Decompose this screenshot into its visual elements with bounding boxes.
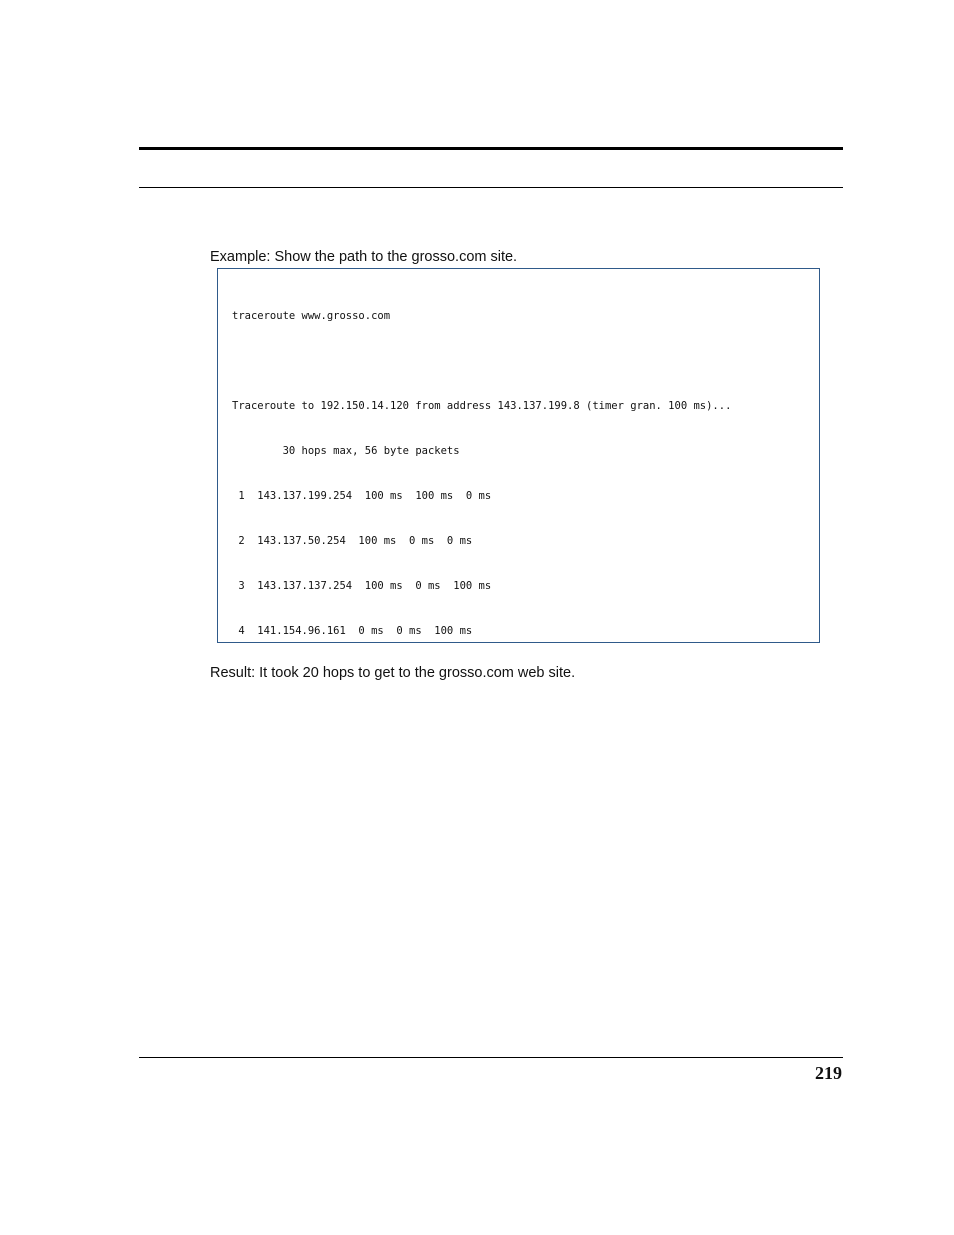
footer-rule: [139, 1057, 843, 1058]
code-box: [217, 268, 820, 643]
code-line: 4 141.154.96.161 0 ms 0 ms 100 ms: [232, 625, 473, 637]
code-line: [232, 354, 731, 369]
code-line: 3 143.137.137.254 100 ms 0 ms 100 ms: [232, 580, 492, 592]
result-paragraph: Result: It took 20 hops to get to the grosso.com web site.: [210, 665, 576, 681]
example-paragraph: Example: Show the path to the grosso.com site.: [210, 249, 518, 265]
code-line: 30 hops max, 56 byte packets: [232, 445, 460, 457]
code-line: traceroute www.grosso.com: [232, 310, 391, 322]
code-block: [232, 279, 731, 643]
code-line: 1 143.137.199.254 100 ms 100 ms 0 ms: [232, 490, 492, 502]
page-number: 219: [815, 1063, 842, 1083]
header-rule-thin: [139, 187, 843, 188]
header-rule-thick: [139, 147, 843, 150]
code-line: 2 143.137.50.254 100 ms 0 ms 0 ms: [232, 535, 473, 547]
code-line: Traceroute to 192.150.14.120 from address 143.137.199.8 (timer gran. 100 ms)...: [232, 400, 732, 412]
